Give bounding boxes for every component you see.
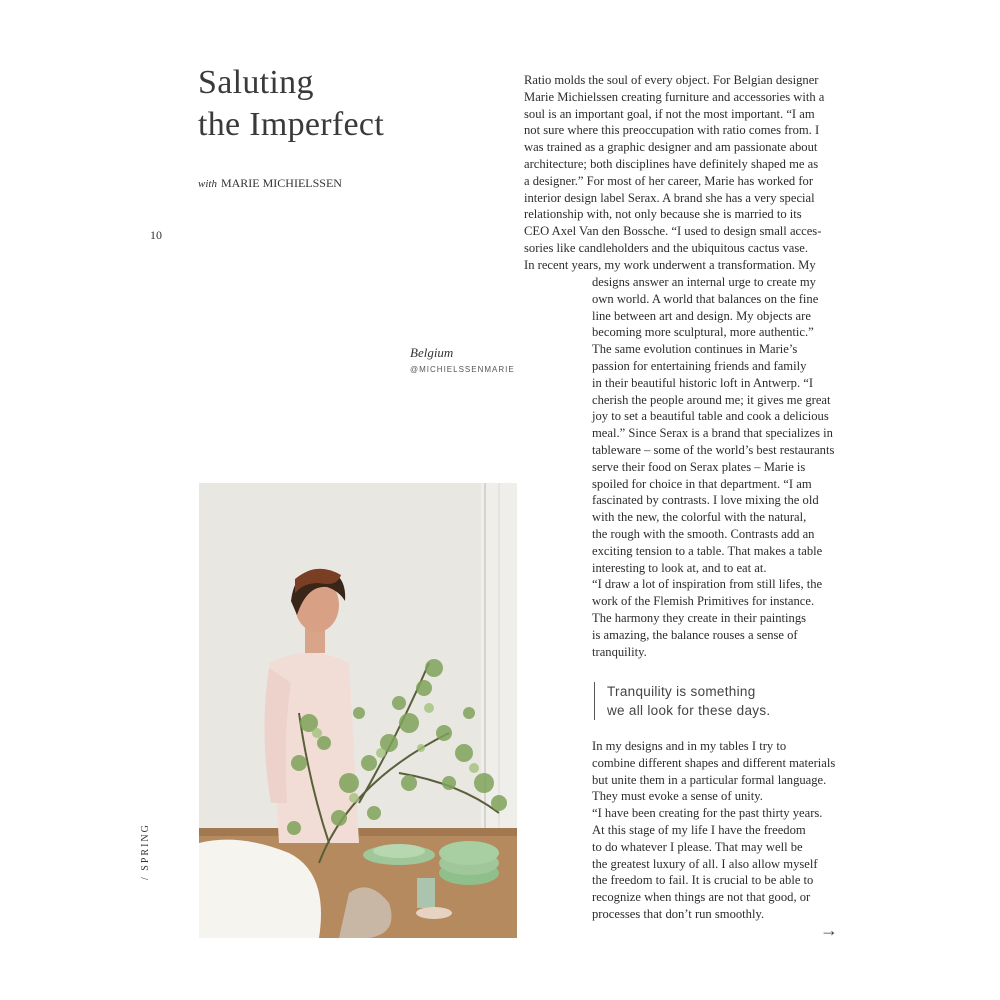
- section-label: / SPRING: [140, 823, 151, 880]
- byline-prefix: with: [198, 178, 217, 190]
- body-text-line: exciting tension to a table. That makes a table: [592, 543, 823, 558]
- body-text-line: designs answer an internal urge to create my: [592, 275, 816, 289]
- body-text-line: “I have been creating for the past thirty years.: [592, 806, 823, 821]
- body-text-line: The harmony they create in their paintings: [592, 610, 807, 625]
- body-text-line: is amazing, the balance rouses a sense of: [592, 627, 798, 642]
- body-text-line: spoiled for choice in that department. “I am: [592, 476, 812, 491]
- body-text-line: but unite them in a particular formal language.: [592, 772, 827, 787]
- body-text-line: recognize when things are not that good, or: [592, 890, 811, 905]
- body-text-line: soul is an important goal, if not the most important. “I am: [524, 106, 815, 121]
- body-column-top: [524, 72, 844, 274]
- pull-quote-line-1: Tranquility is something: [607, 684, 756, 699]
- social-handle: @MICHIELSSENMARIE: [410, 365, 515, 374]
- body-text-line: combine different shapes and different materials: [592, 755, 836, 770]
- portrait-photo: [199, 483, 517, 938]
- body-text-line: the rough with the smooth. Contrasts add an: [592, 526, 815, 541]
- body-text-line: joy to set a beautiful table and cook a delicious: [592, 409, 829, 424]
- body-text-line: the freedom to fail. It is crucial to be able to: [592, 873, 814, 888]
- body-text-line: The same evolution continues in Marie’s: [592, 342, 798, 357]
- body-text-line: architecture; both disciplines have definitely shaped me as: [524, 156, 819, 171]
- body-text-line: was trained as a graphic designer and am passionate about: [524, 140, 818, 155]
- body-text-line: to do whatever I please. That may well be: [592, 839, 803, 854]
- body-text-line: becoming more sculptural, more authentic.”: [592, 325, 814, 340]
- location-label: Belgium: [410, 345, 454, 360]
- body-text-line: In recent years, my work underwent a transformation. My: [524, 257, 816, 272]
- body-text-line: “I draw a lot of inspiration from still lifes, the: [592, 577, 823, 592]
- body-text-line: not sure where this preoccupation with ratio comes from. I: [524, 123, 820, 138]
- byline: [198, 176, 342, 191]
- body-text-line: processes that don’t run smoothly.: [592, 906, 765, 921]
- body-text-line: meal.” Since Serax is a brand that specializes in: [592, 426, 833, 441]
- byline-name: MARIE MICHIELSSEN: [220, 176, 342, 190]
- body-column-bottom: [592, 738, 848, 923]
- body-text-line: work of the Flemish Primitives for instance.: [592, 594, 815, 609]
- body-text-line: in their beautiful historic loft in Antwerp. “I: [592, 375, 814, 390]
- body-text-line: They must evoke a sense of unity.: [592, 789, 763, 804]
- article-title: [198, 62, 384, 146]
- body-column-indented: [592, 274, 848, 660]
- body-text-line: own world. A world that balances on the fine: [592, 291, 819, 306]
- photo-illustration: [199, 483, 517, 938]
- body-text-line: In my designs and in my tables I try to: [592, 739, 787, 753]
- title-line-1: Saluting: [198, 64, 314, 101]
- body-text-line: serve their food on Serax plates – Marie is: [592, 459, 806, 474]
- body-text-line: fascinated by contrasts. I love mixing the old: [592, 493, 819, 508]
- body-text-line: passion for entertaining friends and family: [592, 358, 807, 373]
- body-text-line: tableware – some of the world’s best restaurants: [592, 442, 835, 457]
- body-text-line: a designer.” For most of her career, Marie has worked for: [524, 173, 814, 188]
- body-text-line: with the new, the colorful with the natural,: [592, 510, 807, 525]
- body-text-line: relationship with, not only because she is married to its: [524, 207, 802, 222]
- arrow-right-icon[interactable]: →: [820, 920, 838, 940]
- body-text-line: At this stage of my life I have the freedom: [592, 822, 806, 837]
- body-text-line: cherish the people around me; it gives me great: [592, 392, 831, 407]
- body-text-line: the greatest luxury of all. I also allow myself: [592, 856, 818, 871]
- body-text-line: interesting to look at, and to eat at.: [592, 560, 767, 575]
- body-text-line: Marie Michielssen creating furniture and accessories with a: [524, 89, 825, 104]
- title-line-2: the Imperfect: [198, 106, 385, 143]
- body-text-line: interior design label Serax. A brand she has a very special: [524, 190, 815, 205]
- pull-quote-line-2: we all look for these days.: [607, 703, 771, 718]
- body-text-line: CEO Axel Van den Bossche. “I used to design small acces-: [524, 224, 822, 239]
- body-text-line: Ratio molds the soul of every object. For Belgian designer: [524, 73, 819, 87]
- body-text-line: sories like candleholders and the ubiquitous cactus vase.: [524, 240, 808, 255]
- body-text-line: tranquility.: [592, 644, 647, 659]
- pull-quote: [594, 682, 770, 720]
- body-text-line: line between art and design. My objects are: [592, 308, 811, 323]
- page-number: 10: [150, 228, 162, 242]
